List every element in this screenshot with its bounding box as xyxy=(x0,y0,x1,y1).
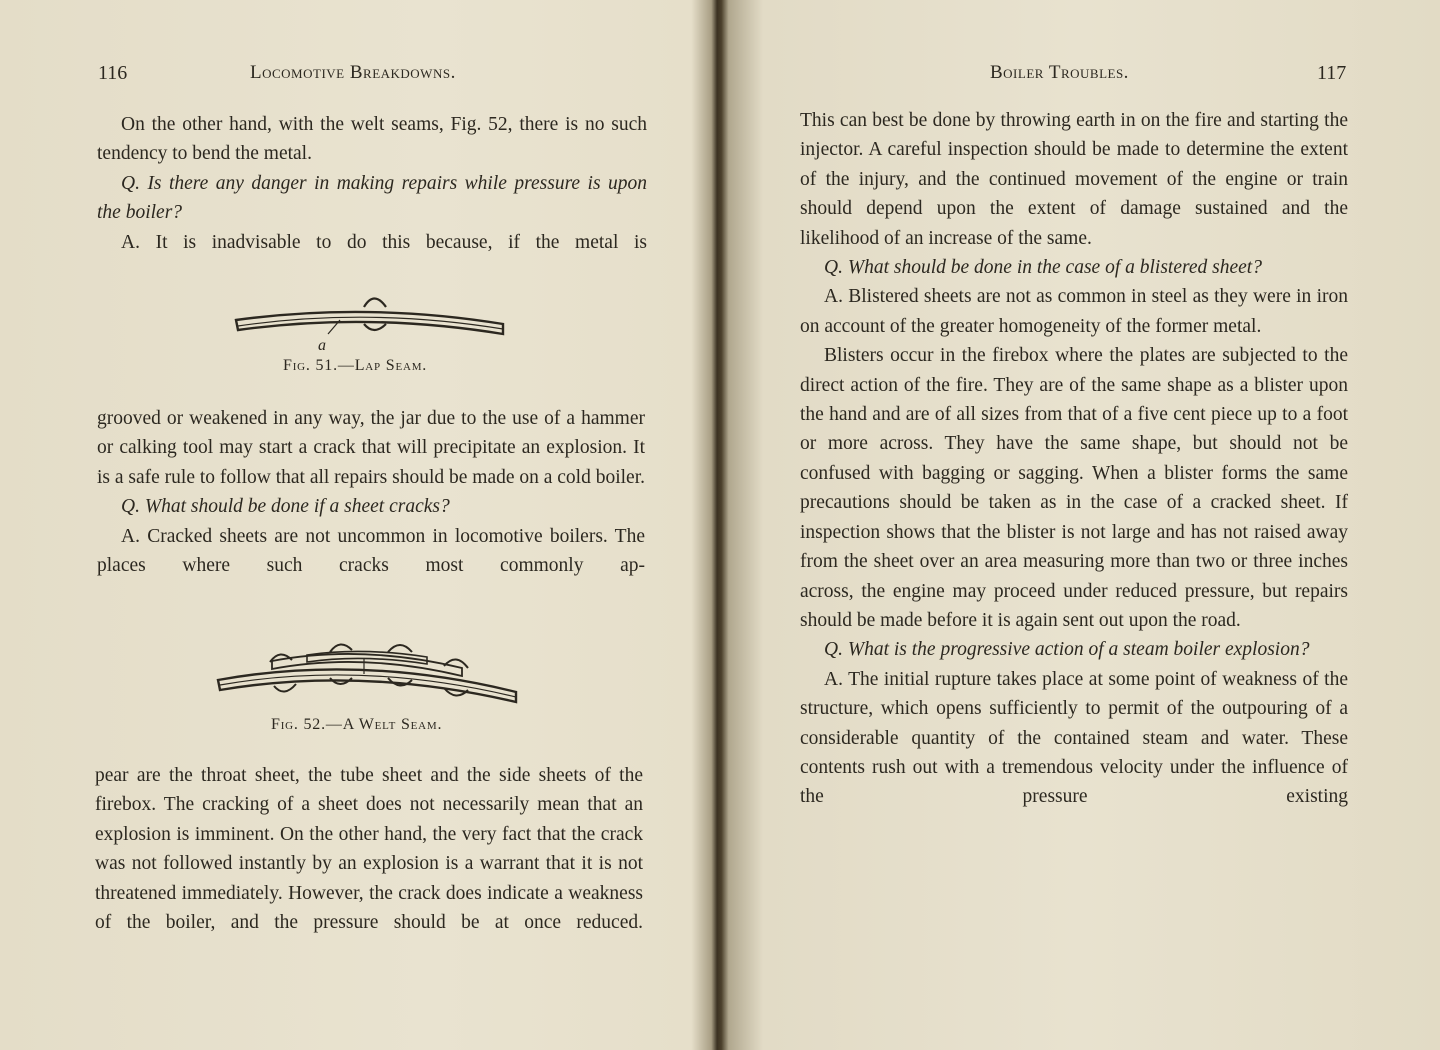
paragraph: grooved or weakened in any way, the jar due to the use of a hammer or calking tool may start a crack that will precipitate an explosion. It is a safe rule to follow that all repairs should be made on a cold boiler. xyxy=(97,408,646,488)
welt-seam-figure xyxy=(212,640,522,710)
paragraph: pear are the throat sheet, the tube sheet and the side sheets of the firebox. The cracking of a sheet does not necessarily mean that an explosion is imminent. On the other hand, the very fact that the crack was not followed instantly by an explosion is a warrant that it is not threatened immediately. However, the crack does indicate a weakness of the boiler, and the pressure should be at once reduced. xyxy=(95,765,643,934)
question-label: Q. xyxy=(824,639,843,661)
running-head: Locomotive Breakdowns. xyxy=(250,62,456,83)
paragraph: This can best be done by throwing earth in on the fire and starting the injector. A careful inspection should be made to determine the extent of the injury, and the continued movement of the engine or train should depend upon the extent of damage sustained and the likelihood of an increase of the same. xyxy=(800,110,1348,249)
question-text: What should be done in the case of a blistered sheet? xyxy=(847,257,1262,279)
figure-label-a: a xyxy=(318,337,326,354)
text-block-top xyxy=(97,110,647,257)
figure-caption: Fig. 52.—A Welt Seam. xyxy=(271,716,443,733)
answer: A. The initial rupture takes place at some point of weakness of the structure, which opens sufficiently to permit of the outpouring of a considerable quantity of the contained steam and water. These contents rush out with a tremendous velocity under the influence of the pressure existing xyxy=(800,668,1348,808)
right-page xyxy=(724,0,1440,1050)
page-number: 116 xyxy=(98,62,128,84)
lap-seam-figure xyxy=(228,290,513,355)
answer: A. It is inadvisable to do this because, if the metal is xyxy=(121,231,647,253)
text-block xyxy=(800,106,1348,812)
question-label: Q. xyxy=(121,496,140,518)
question-text: Is there any danger in making repairs while pressure is upon the boiler? xyxy=(97,172,648,224)
left-page xyxy=(0,0,716,1050)
question xyxy=(97,169,647,228)
figure-caption: Fig. 51.—Lap Seam. xyxy=(283,357,428,374)
question-label: Q. xyxy=(121,172,140,194)
text-block-bottom xyxy=(95,761,643,937)
answer: A. Blistered sheets are not as common in steel as they were in iron on account of the greater homogeneity of the former metal. xyxy=(800,286,1348,337)
question-text: What is the progressive action of a steam boiler explosion? xyxy=(847,639,1310,661)
running-head: Boiler Troubles. xyxy=(990,62,1129,83)
question xyxy=(800,635,1348,664)
question xyxy=(800,253,1348,282)
paragraph: Blisters occur in the firebox where the plates are subjected to the direct action of the fire. They are of the same shape as a blister upon the hand and are of all sizes from that of a five cent piece up to a foot or more across. They have the same shape, but should not be confused with bagging or sagging. When a blister forms the same precautions should be taken as in the case of a cracked sheet. If inspection shows that the blister is not large and has not raised away from the sheet over an area measuring more than two or three inches across, the engine may proceed under reduced pressure, but repairs should be made before it is again sent out upon the road. xyxy=(800,345,1348,631)
page-number: 117 xyxy=(1317,62,1347,84)
question-text: What should be done if a sheet cracks? xyxy=(144,496,450,518)
paragraph: On the other hand, with the welt seams, Fig. 52, there is no such tendency to bend the metal. xyxy=(97,114,647,165)
question xyxy=(97,492,645,521)
question-label: Q. xyxy=(824,257,843,279)
text-block-middle xyxy=(97,404,645,580)
answer: A. Cracked sheets are not uncommon in locomotive boilers. The places where such cracks most commonly ap- xyxy=(97,525,645,577)
